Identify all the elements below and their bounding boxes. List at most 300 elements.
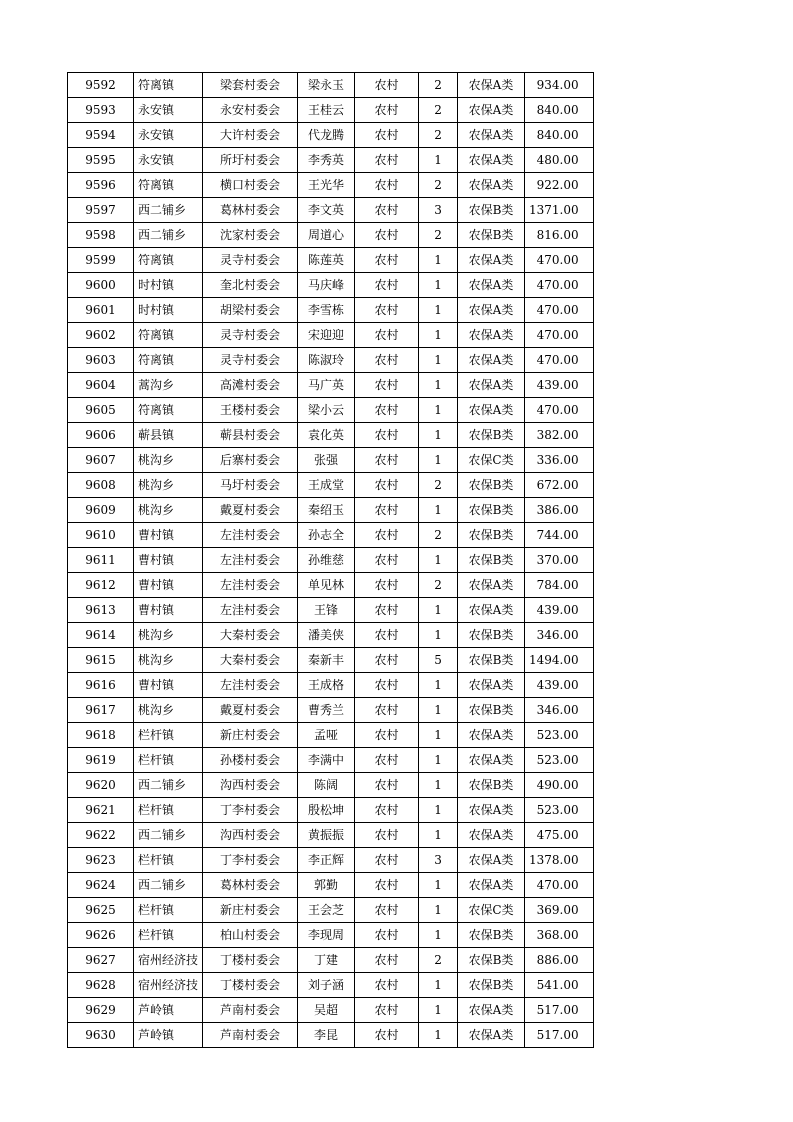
table-row: [68, 523, 594, 548]
village-committee-cell: 戴夏村委会: [203, 698, 298, 723]
town-cell: 栏杆镇: [134, 723, 203, 748]
amount-cell: 541.00: [525, 973, 594, 998]
amount-cell: 439.00: [525, 598, 594, 623]
table-row: [68, 923, 594, 948]
person-name-cell: 陈阔: [298, 773, 355, 798]
table-row: [68, 848, 594, 873]
member-count-cell: 1: [419, 298, 458, 323]
table-row: [68, 398, 594, 423]
record-number: 9611: [68, 548, 134, 573]
table-row: [68, 823, 594, 848]
village-committee-cell: 奎北村委会: [203, 273, 298, 298]
village-committee-cell: 灵寺村委会: [203, 323, 298, 348]
table-row: [68, 723, 594, 748]
household-type-cell: 农村: [355, 723, 419, 748]
insurance-class-cell: 农保B类: [458, 473, 525, 498]
record-number: 9613: [68, 598, 134, 623]
insurance-class-cell: 农保B类: [458, 648, 525, 673]
town-cell: 西二铺乡: [134, 873, 203, 898]
amount-cell: 470.00: [525, 398, 594, 423]
record-number: 9602: [68, 323, 134, 348]
table-row: [68, 348, 594, 373]
amount-cell: 816.00: [525, 223, 594, 248]
table-row: [68, 73, 594, 98]
member-count-cell: 1: [419, 823, 458, 848]
table-row: [68, 973, 594, 998]
amount-cell: 470.00: [525, 273, 594, 298]
household-type-cell: 农村: [355, 198, 419, 223]
record-number: 9606: [68, 423, 134, 448]
insurance-class-cell: 农保B类: [458, 548, 525, 573]
household-type-cell: 农村: [355, 473, 419, 498]
table-body: [68, 73, 594, 1048]
insurance-class-cell: 农保A类: [458, 673, 525, 698]
town-cell: 曹村镇: [134, 598, 203, 623]
village-committee-cell: 所圩村委会: [203, 148, 298, 173]
table-row: [68, 223, 594, 248]
table-row: [68, 873, 594, 898]
town-cell: 曹村镇: [134, 573, 203, 598]
record-number: 9609: [68, 498, 134, 523]
record-number: 9597: [68, 198, 134, 223]
table-row: [68, 423, 594, 448]
person-name-cell: 李满中: [298, 748, 355, 773]
insurance-class-cell: 农保A类: [458, 173, 525, 198]
person-name-cell: 潘美侠: [298, 623, 355, 648]
person-name-cell: 李昆: [298, 1023, 355, 1048]
town-cell: 符离镇: [134, 398, 203, 423]
member-count-cell: 1: [419, 998, 458, 1023]
person-name-cell: 李现周: [298, 923, 355, 948]
amount-cell: 517.00: [525, 1023, 594, 1048]
member-count-cell: 1: [419, 773, 458, 798]
household-type-cell: 农村: [355, 223, 419, 248]
record-number: 9593: [68, 98, 134, 123]
insurance-class-cell: 农保B类: [458, 498, 525, 523]
record-number: 9596: [68, 173, 134, 198]
household-type-cell: 农村: [355, 148, 419, 173]
village-committee-cell: 王楼村委会: [203, 398, 298, 423]
household-type-cell: 农村: [355, 948, 419, 973]
person-name-cell: 曹秀兰: [298, 698, 355, 723]
household-type-cell: 农村: [355, 598, 419, 623]
table-row: [68, 648, 594, 673]
household-type-cell: 农村: [355, 973, 419, 998]
household-type-cell: 农村: [355, 823, 419, 848]
village-committee-cell: 左洼村委会: [203, 523, 298, 548]
record-number: 9621: [68, 798, 134, 823]
household-type-cell: 农村: [355, 1023, 419, 1048]
village-committee-cell: 蕲县村委会: [203, 423, 298, 448]
insurance-class-cell: 农保B类: [458, 773, 525, 798]
person-name-cell: 王光华: [298, 173, 355, 198]
member-count-cell: 1: [419, 498, 458, 523]
amount-cell: 480.00: [525, 148, 594, 173]
member-count-cell: 2: [419, 73, 458, 98]
village-committee-cell: 梁套村委会: [203, 73, 298, 98]
member-count-cell: 2: [419, 223, 458, 248]
town-cell: 桃沟乡: [134, 448, 203, 473]
household-type-cell: 农村: [355, 498, 419, 523]
amount-cell: 475.00: [525, 823, 594, 848]
insurance-class-cell: 农保A类: [458, 798, 525, 823]
town-cell: 符离镇: [134, 323, 203, 348]
member-count-cell: 1: [419, 323, 458, 348]
household-type-cell: 农村: [355, 73, 419, 98]
table-row: [68, 548, 594, 573]
record-number: 9608: [68, 473, 134, 498]
member-count-cell: 5: [419, 648, 458, 673]
person-name-cell: 王桂云: [298, 98, 355, 123]
table-row: [68, 148, 594, 173]
person-name-cell: 王锋: [298, 598, 355, 623]
village-committee-cell: 沈家村委会: [203, 223, 298, 248]
record-number: 9623: [68, 848, 134, 873]
town-cell: 曹村镇: [134, 523, 203, 548]
amount-cell: 490.00: [525, 773, 594, 798]
record-number: 9604: [68, 373, 134, 398]
insurance-class-cell: 农保A类: [458, 123, 525, 148]
table-row: [68, 623, 594, 648]
village-committee-cell: 柏山村委会: [203, 923, 298, 948]
town-cell: 蕲县镇: [134, 423, 203, 448]
record-number: 9616: [68, 673, 134, 698]
village-committee-cell: 芦南村委会: [203, 1023, 298, 1048]
insurance-class-cell: 农保A类: [458, 398, 525, 423]
town-cell: 宿州经济技: [134, 948, 203, 973]
member-count-cell: 1: [419, 923, 458, 948]
insurance-class-cell: 农保A类: [458, 848, 525, 873]
town-cell: 桃沟乡: [134, 698, 203, 723]
town-cell: 曹村镇: [134, 673, 203, 698]
village-committee-cell: 灵寺村委会: [203, 348, 298, 373]
village-committee-cell: 左洼村委会: [203, 598, 298, 623]
household-type-cell: 农村: [355, 323, 419, 348]
person-name-cell: 郭勤: [298, 873, 355, 898]
amount-cell: 744.00: [525, 523, 594, 548]
amount-cell: 336.00: [525, 448, 594, 473]
amount-cell: 523.00: [525, 748, 594, 773]
insurance-class-cell: 农保A类: [458, 323, 525, 348]
village-committee-cell: 左洼村委会: [203, 573, 298, 598]
member-count-cell: 1: [419, 248, 458, 273]
insurance-class-cell: 农保A类: [458, 598, 525, 623]
member-count-cell: 1: [419, 548, 458, 573]
village-committee-cell: 马圩村委会: [203, 473, 298, 498]
member-count-cell: 2: [419, 573, 458, 598]
amount-cell: 470.00: [525, 248, 594, 273]
household-type-cell: 农村: [355, 373, 419, 398]
record-number: 9627: [68, 948, 134, 973]
person-name-cell: 周道心: [298, 223, 355, 248]
household-type-cell: 农村: [355, 348, 419, 373]
town-cell: 符离镇: [134, 248, 203, 273]
town-cell: 栏杆镇: [134, 848, 203, 873]
insurance-class-cell: 农保A类: [458, 998, 525, 1023]
member-count-cell: 2: [419, 473, 458, 498]
table-row: [68, 598, 594, 623]
table-row: [68, 998, 594, 1023]
insurance-class-cell: 农保B类: [458, 623, 525, 648]
record-number: 9624: [68, 873, 134, 898]
member-count-cell: 1: [419, 373, 458, 398]
town-cell: 栏杆镇: [134, 923, 203, 948]
person-name-cell: 陈淑玲: [298, 348, 355, 373]
insurance-class-cell: 农保C类: [458, 448, 525, 473]
amount-cell: 470.00: [525, 298, 594, 323]
amount-cell: 439.00: [525, 673, 594, 698]
amount-cell: 439.00: [525, 373, 594, 398]
person-name-cell: 秦新丰: [298, 648, 355, 673]
town-cell: 永安镇: [134, 148, 203, 173]
table-row: [68, 573, 594, 598]
member-count-cell: 1: [419, 798, 458, 823]
member-count-cell: 3: [419, 848, 458, 873]
village-committee-cell: 大秦村委会: [203, 648, 298, 673]
person-name-cell: 王成堂: [298, 473, 355, 498]
village-committee-cell: 新庄村委会: [203, 723, 298, 748]
insurance-class-cell: 农保B类: [458, 698, 525, 723]
person-name-cell: 王成格: [298, 673, 355, 698]
member-count-cell: 2: [419, 173, 458, 198]
insurance-class-cell: 农保B类: [458, 423, 525, 448]
insurance-class-cell: 农保A类: [458, 73, 525, 98]
town-cell: 栏杆镇: [134, 748, 203, 773]
village-committee-cell: 高滩村委会: [203, 373, 298, 398]
record-number: 9620: [68, 773, 134, 798]
household-type-cell: 农村: [355, 98, 419, 123]
household-type-cell: 农村: [355, 748, 419, 773]
household-type-cell: 农村: [355, 273, 419, 298]
amount-cell: 523.00: [525, 723, 594, 748]
village-committee-cell: 左洼村委会: [203, 673, 298, 698]
table-row: [68, 248, 594, 273]
insurance-class-cell: 农保B类: [458, 973, 525, 998]
amount-cell: 470.00: [525, 873, 594, 898]
member-count-cell: 1: [419, 698, 458, 723]
member-count-cell: 1: [419, 148, 458, 173]
household-type-cell: 农村: [355, 623, 419, 648]
table-row: [68, 748, 594, 773]
amount-cell: 470.00: [525, 323, 594, 348]
village-committee-cell: 后寨村委会: [203, 448, 298, 473]
insurance-class-cell: 农保A类: [458, 823, 525, 848]
town-cell: 栏杆镇: [134, 798, 203, 823]
amount-cell: 382.00: [525, 423, 594, 448]
insurance-class-cell: 农保A类: [458, 348, 525, 373]
town-cell: 时村镇: [134, 273, 203, 298]
table-row: [68, 898, 594, 923]
amount-cell: 840.00: [525, 98, 594, 123]
table-row: [68, 948, 594, 973]
member-count-cell: 2: [419, 948, 458, 973]
household-type-cell: 农村: [355, 673, 419, 698]
member-count-cell: 1: [419, 723, 458, 748]
member-count-cell: 1: [419, 748, 458, 773]
household-type-cell: 农村: [355, 123, 419, 148]
village-committee-cell: 戴夏村委会: [203, 498, 298, 523]
table-row: [68, 373, 594, 398]
household-type-cell: 农村: [355, 873, 419, 898]
record-number: 9598: [68, 223, 134, 248]
town-cell: 西二铺乡: [134, 823, 203, 848]
table-row: [68, 323, 594, 348]
household-type-cell: 农村: [355, 898, 419, 923]
table-row: [68, 198, 594, 223]
town-cell: 桃沟乡: [134, 623, 203, 648]
record-number: 9622: [68, 823, 134, 848]
person-name-cell: 代龙腾: [298, 123, 355, 148]
person-name-cell: 马广英: [298, 373, 355, 398]
household-type-cell: 农村: [355, 848, 419, 873]
town-cell: 芦岭镇: [134, 1023, 203, 1048]
household-type-cell: 农村: [355, 298, 419, 323]
record-number: 9614: [68, 623, 134, 648]
person-name-cell: 李雪栋: [298, 298, 355, 323]
records-table: [67, 72, 594, 1048]
insurance-class-cell: 农保A类: [458, 373, 525, 398]
household-type-cell: 农村: [355, 548, 419, 573]
amount-cell: 934.00: [525, 73, 594, 98]
person-name-cell: 黄振振: [298, 823, 355, 848]
member-count-cell: 2: [419, 123, 458, 148]
record-number: 9619: [68, 748, 134, 773]
village-committee-cell: 大许村委会: [203, 123, 298, 148]
member-count-cell: 1: [419, 448, 458, 473]
amount-cell: 470.00: [525, 348, 594, 373]
member-count-cell: 1: [419, 423, 458, 448]
table-row: [68, 173, 594, 198]
town-cell: 西二铺乡: [134, 198, 203, 223]
person-name-cell: 张强: [298, 448, 355, 473]
village-committee-cell: 大秦村委会: [203, 623, 298, 648]
person-name-cell: 梁永玉: [298, 73, 355, 98]
household-type-cell: 农村: [355, 698, 419, 723]
member-count-cell: 2: [419, 98, 458, 123]
insurance-class-cell: 农保C类: [458, 898, 525, 923]
village-committee-cell: 芦南村委会: [203, 998, 298, 1023]
table-row: [68, 298, 594, 323]
town-cell: 桃沟乡: [134, 473, 203, 498]
member-count-cell: 1: [419, 873, 458, 898]
insurance-class-cell: 农保A类: [458, 723, 525, 748]
member-count-cell: 1: [419, 898, 458, 923]
insurance-class-cell: 农保B类: [458, 923, 525, 948]
person-name-cell: 王会芝: [298, 898, 355, 923]
table-row: [68, 448, 594, 473]
town-cell: 时村镇: [134, 298, 203, 323]
amount-cell: 370.00: [525, 548, 594, 573]
person-name-cell: 李正辉: [298, 848, 355, 873]
village-committee-cell: 丁楼村委会: [203, 948, 298, 973]
town-cell: 曹村镇: [134, 548, 203, 573]
village-committee-cell: 永安村委会: [203, 98, 298, 123]
amount-cell: 386.00: [525, 498, 594, 523]
household-type-cell: 农村: [355, 573, 419, 598]
village-committee-cell: 沟西村委会: [203, 823, 298, 848]
insurance-class-cell: 农保A类: [458, 1023, 525, 1048]
person-name-cell: 宋迎迎: [298, 323, 355, 348]
insurance-class-cell: 农保A类: [458, 98, 525, 123]
member-count-cell: 1: [419, 398, 458, 423]
town-cell: 西二铺乡: [134, 773, 203, 798]
insurance-class-cell: 农保B类: [458, 523, 525, 548]
town-cell: 栏杆镇: [134, 898, 203, 923]
member-count-cell: 1: [419, 623, 458, 648]
record-number: 9626: [68, 923, 134, 948]
town-cell: 永安镇: [134, 98, 203, 123]
person-name-cell: 李文英: [298, 198, 355, 223]
town-cell: 符离镇: [134, 348, 203, 373]
table-row: [68, 673, 594, 698]
village-committee-cell: 丁楼村委会: [203, 973, 298, 998]
member-count-cell: 1: [419, 273, 458, 298]
amount-cell: 886.00: [525, 948, 594, 973]
insurance-class-cell: 农保B类: [458, 198, 525, 223]
amount-cell: 346.00: [525, 623, 594, 648]
table-row: [68, 798, 594, 823]
amount-cell: 346.00: [525, 698, 594, 723]
amount-cell: 1371.00: [525, 198, 594, 223]
record-number: 9600: [68, 273, 134, 298]
record-number: 9612: [68, 573, 134, 598]
village-committee-cell: 左洼村委会: [203, 548, 298, 573]
person-name-cell: 刘子涵: [298, 973, 355, 998]
town-cell: 西二铺乡: [134, 223, 203, 248]
town-cell: 宿州经济技: [134, 973, 203, 998]
insurance-class-cell: 农保A类: [458, 298, 525, 323]
town-cell: 符离镇: [134, 173, 203, 198]
insurance-class-cell: 农保A类: [458, 148, 525, 173]
insurance-class-cell: 农保B类: [458, 948, 525, 973]
village-committee-cell: 新庄村委会: [203, 898, 298, 923]
amount-cell: 1494.00: [525, 648, 594, 673]
household-type-cell: 农村: [355, 773, 419, 798]
town-cell: 符离镇: [134, 73, 203, 98]
insurance-class-cell: 农保A类: [458, 273, 525, 298]
record-number: 9617: [68, 698, 134, 723]
record-number: 9594: [68, 123, 134, 148]
insurance-class-cell: 农保A类: [458, 873, 525, 898]
household-type-cell: 农村: [355, 523, 419, 548]
village-committee-cell: 葛林村委会: [203, 198, 298, 223]
household-type-cell: 农村: [355, 173, 419, 198]
household-type-cell: 农村: [355, 923, 419, 948]
record-number: 9630: [68, 1023, 134, 1048]
record-number: 9601: [68, 298, 134, 323]
person-name-cell: 孙维慈: [298, 548, 355, 573]
household-type-cell: 农村: [355, 398, 419, 423]
insurance-class-cell: 农保A类: [458, 573, 525, 598]
record-number: 9615: [68, 648, 134, 673]
amount-cell: 369.00: [525, 898, 594, 923]
household-type-cell: 农村: [355, 998, 419, 1023]
record-number: 9603: [68, 348, 134, 373]
person-name-cell: 殷松坤: [298, 798, 355, 823]
record-number: 9595: [68, 148, 134, 173]
table-row: [68, 698, 594, 723]
person-name-cell: 孙志全: [298, 523, 355, 548]
member-count-cell: 1: [419, 598, 458, 623]
person-name-cell: 袁化英: [298, 423, 355, 448]
household-type-cell: 农村: [355, 423, 419, 448]
record-number: 9618: [68, 723, 134, 748]
record-number: 9592: [68, 73, 134, 98]
village-committee-cell: 沟西村委会: [203, 773, 298, 798]
member-count-cell: 1: [419, 348, 458, 373]
record-number: 9599: [68, 248, 134, 273]
person-name-cell: 孟哑: [298, 723, 355, 748]
